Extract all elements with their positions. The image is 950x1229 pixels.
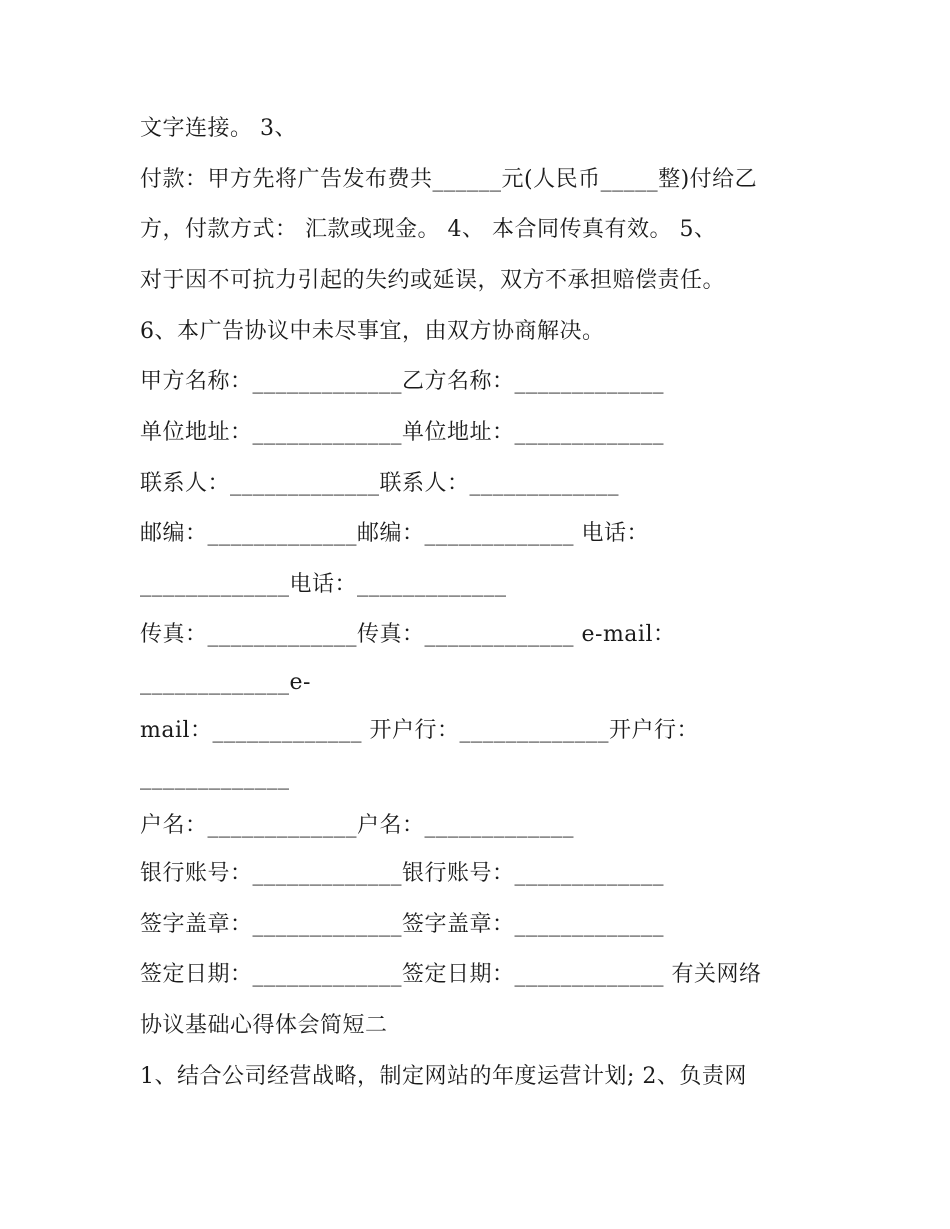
text-line: 对于因不可抗力引起的失约或延误，双方不承担赔偿责任。 [140, 268, 726, 293]
text-line: 签字盖章：_____________签字盖章：_____________ [140, 912, 665, 937]
text-line: _____________e- [140, 670, 311, 695]
text-line: 甲方名称：_____________乙方名称：_____________ [140, 369, 665, 394]
text-line: 联系人：_____________联系人：_____________ [140, 471, 620, 496]
text-line: 户名：_____________户名：_____________ [140, 813, 575, 838]
text-line: 协议基础心得体会简短二 [140, 1013, 388, 1038]
text-line: 传真：_____________传真：_____________ e-mail： [140, 622, 676, 647]
text-line: mail：_____________ 开户行：_____________开户行： [140, 718, 700, 743]
text-line: 6、本广告协议中未尽事宜，由双方协商解决。 [140, 319, 605, 344]
text-line: 付款：甲方先将广告发布费共______元(人民币_____整)付给乙 [140, 167, 758, 192]
text-line: 1、结合公司经营战略，制定网站的年度运营计划; 2、负责网 [140, 1064, 747, 1089]
text-line: 方，付款方式： 汇款或现金。 4、 本合同传真有效。 5、 [140, 217, 717, 242]
text-line: 签定日期：_____________签定日期：_____________ 有关网络 [140, 962, 762, 987]
text-line: 邮编：_____________邮编：_____________ 电话： [140, 521, 649, 546]
text-line: 文字连接。 3、 [140, 116, 297, 141]
text-line: _____________ [140, 765, 290, 790]
text-line: _____________电话：_____________ [140, 572, 507, 597]
text-line: 银行账号：_____________银行账号：_____________ [140, 861, 665, 886]
text-line: 单位地址：_____________单位地址：_____________ [140, 420, 665, 445]
